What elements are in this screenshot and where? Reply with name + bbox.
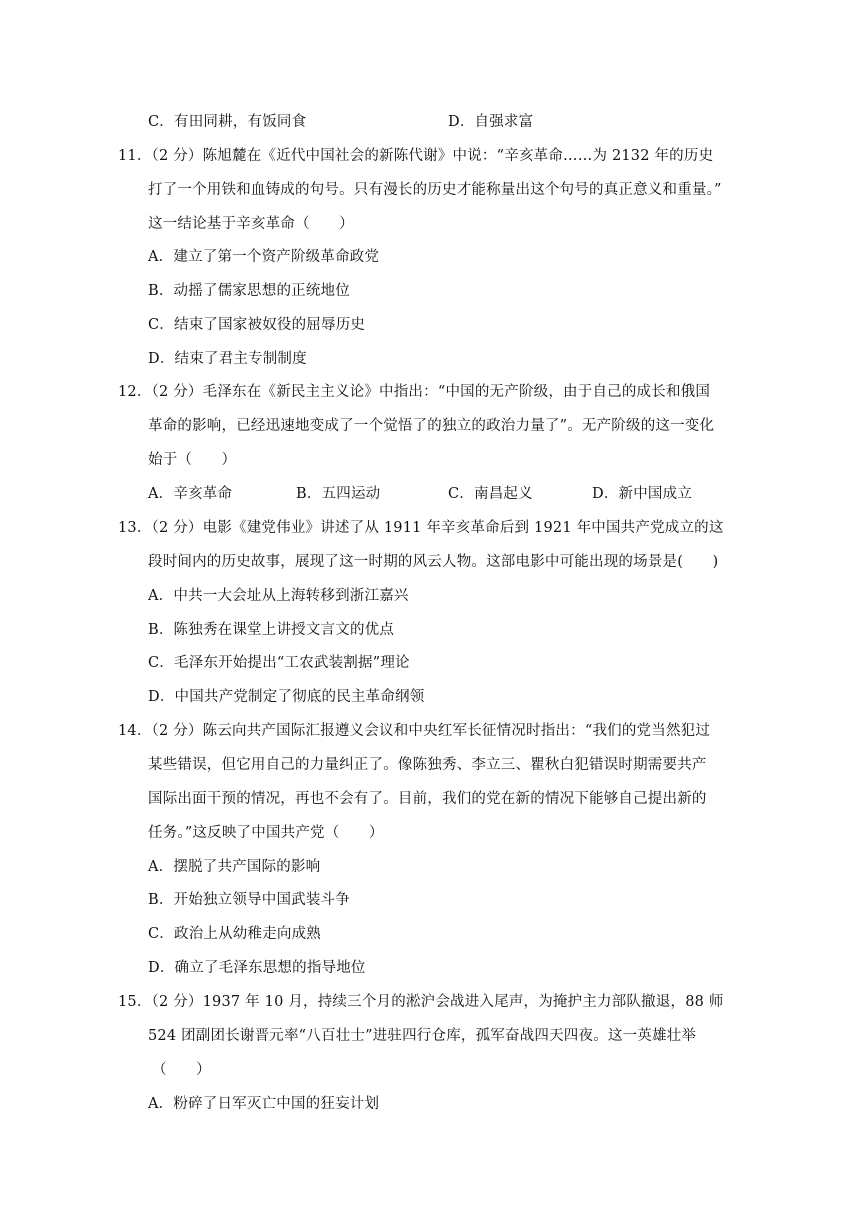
q15-option-a: A．粉碎了日军灭亡中国的狂妄计划 [148,1096,380,1112]
q11-option-d: D．结束了君主专制制度 [148,351,307,367]
q11-option-c: C．结束了国家被奴役的屈辱历史 [148,317,366,333]
q10-option-c: C．有田同耕，有饭同食 [148,114,307,130]
q11-stem-line-1: 11．（2 分）陈旭麓在《近代中国社会的新陈代谢》中说：“辛亥革命……为 2132 年的历史 [118,148,714,164]
q11-option-a: A．建立了第一个资产阶级革命政党 [148,249,380,265]
q14-option-a: A．摆脱了共产国际的影响 [148,859,321,875]
q14-stem-line-4: 任务。”这反映了中国共产党（ ） [148,825,384,841]
q12-stem-line-2: 革命的影响，已经迅速地变成了一个觉悟了的独立的政治力量了”。无产阶级的这一变化 [148,418,715,434]
q12-option-a: A．辛亥革命 [148,486,233,502]
q12-stem-line-1: 12．（2 分）毛泽东在《新民主主义论》中指出：“中国的无产阶级，由于自己的成长和俄国 [118,384,711,400]
q13-option-d: D．中国共产党制定了彻底的民主革命纲领 [148,689,425,705]
q14-stem-line-1: 14．（2 分）陈云向共产国际汇报遵义会议和中央红军长征情况时指出：“我们的党当然犯过 [118,723,711,739]
q14-stem-line-3: 国际出面干预的情况，再也不会有了。目前，我们的党在新的情况下能够自己提出新的 [148,791,707,807]
q15-stem-line-1: 15．（2 分）1937 年 10 月，持续三个月的淞沪会战进入尾声，为掩护主力部队撤退，88 师 [118,994,724,1010]
q12-option-c: C．南昌起义 [448,486,533,502]
q12-stem-line-3: 始于（ ） [148,452,237,468]
q13-stem-line-2: 段时间内的历史故事，展现了这一时期的风云人物。这部电影中可能出现的场景是( ) [148,554,719,570]
q13-option-c: C．毛泽东开始提出“工农武装割据”理论 [148,655,410,671]
q14-stem-line-2: 某些错误，但它用自己的力量纠正了。像陈独秀、李立三、瞿秋白犯错误时期需要共产 [148,757,707,773]
q15-stem-line-3: （ ） [152,1062,211,1078]
q10-option-d: D．自强求富 [448,114,534,130]
q12-option-b: B．五四运动 [296,486,381,502]
q13-option-b: B．陈独秀在课堂上讲授文言文的优点 [148,622,395,638]
q15-stem-line-2: 524 团副团长谢晋元率“八百壮士”进驻四行仓库，孤军奋战四天四夜。这一英雄壮举 [148,1028,697,1044]
q13-option-a: A．中共一大会址从上海转移到浙江嘉兴 [148,588,409,604]
q13-stem-line-1: 13．（2 分）电影《建党伟业》讲述了从 1911 年辛亥革命后到 1921 年中国共产党成立的这 [118,520,724,536]
q11-stem-line-3: 这一结论基于辛亥革命（ ） [148,216,354,232]
q12-option-d: D．新中国成立 [592,486,693,502]
q14-option-d: D．确立了毛泽东思想的指导地位 [148,960,366,976]
q14-option-c: C．政治上从幼稚走向成熟 [148,926,321,942]
q11-stem-line-2: 打了一个用铁和血铸成的句号。只有漫长的历史才能称量出这个句号的真正意义和重量。” [148,182,722,198]
q14-option-b: B．开始独立领导中国武装斗争 [148,892,350,908]
q11-option-b: B．动摇了儒家思想的正统地位 [148,283,350,299]
